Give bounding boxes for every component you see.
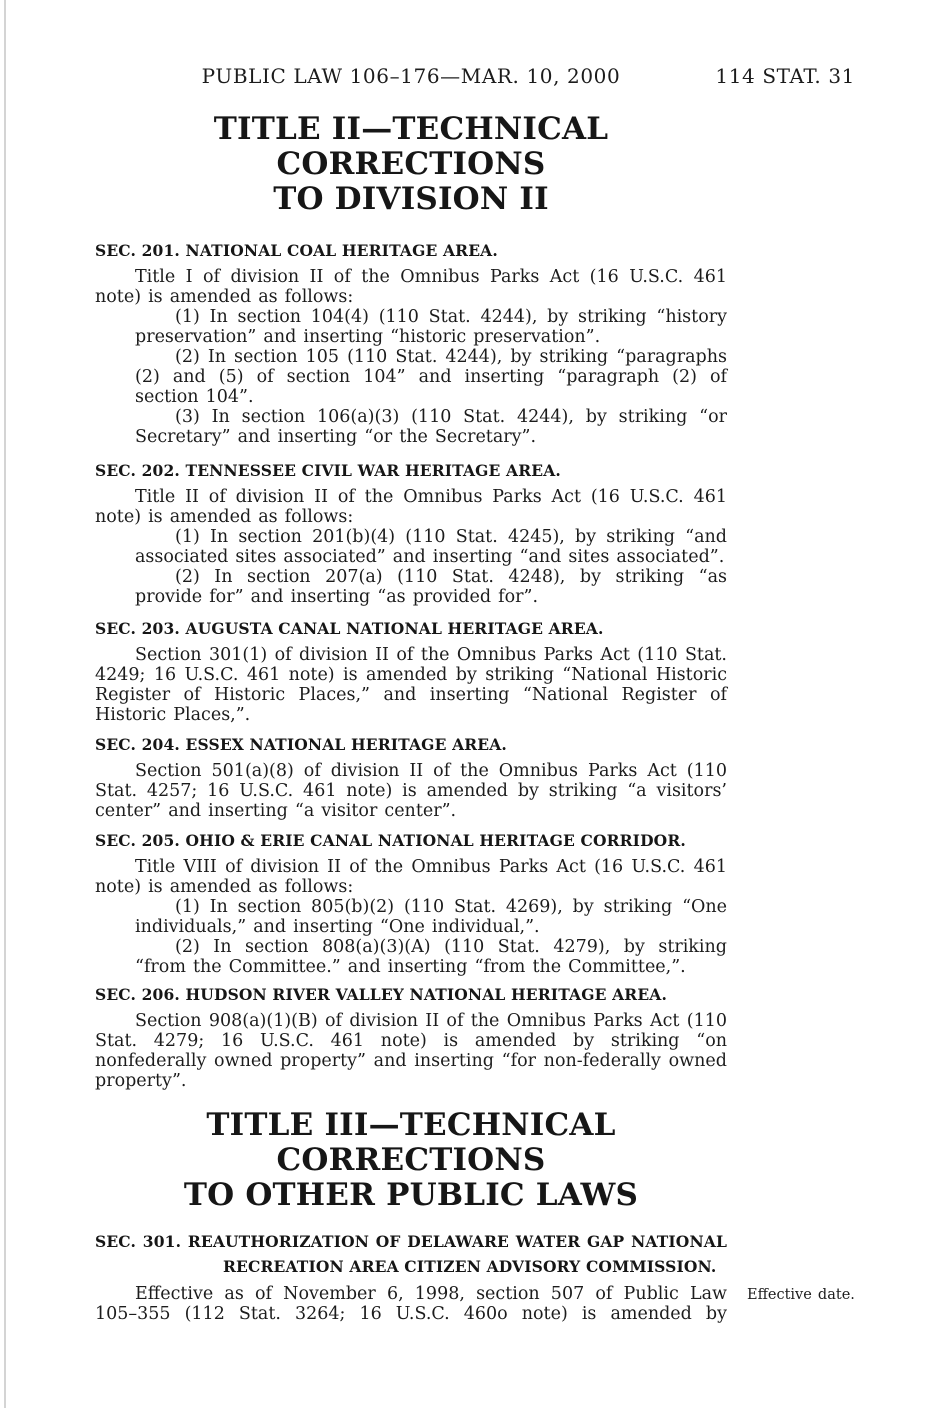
section-301 xyxy=(95,1229,855,1324)
statute-paragraph: Title II of division II of the Omnibus Parks Act (16 U.S.C. 461 note) is amended as follows: xyxy=(95,487,727,527)
scan-edge-line xyxy=(4,0,6,1408)
statute-paragraph-container xyxy=(95,1284,855,1324)
title-ii-line1: TITLE II—TECHNICAL CORRECTIONS xyxy=(213,111,609,182)
statute-paragraph: Section 501(a)(8) of division II of the Omnibus Parks Act (110 Stat. 4257; 16 U.S.C. 461 note) is amended by striking “a visitors’ center” and inserting “a visitor center”. xyxy=(95,761,727,821)
section-204 xyxy=(95,735,727,821)
statute-paragraph: Effective as of November 6, 1998, section 507 of Public Law 105–355 (112 Stat. 3264; 16 U.S.C. 460o note) is amended by xyxy=(95,1284,727,1324)
section-205 xyxy=(95,831,727,977)
section-201 xyxy=(95,241,727,447)
section-202 xyxy=(95,461,727,607)
section-heading: SEC. 206. HUDSON RIVER VALLEY NATIONAL HERITAGE AREA. xyxy=(95,985,668,1004)
title-iii-heading xyxy=(95,1108,727,1213)
amendment-item: (2) In section 207(a) (110 Stat. 4248), by striking “as provide for” and inserting “as provided for”. xyxy=(135,567,727,607)
title-ii-heading xyxy=(95,112,727,217)
statute-page-number: 114 STAT. 31 xyxy=(715,64,855,88)
statute-paragraph: Title I of division II of the Omnibus Parks Act (16 U.S.C. 461 note) is amended as follows: xyxy=(95,267,727,307)
statute-paragraph: Section 908(a)(1)(B) of division II of the Omnibus Parks Act (110 Stat. 4279; 16 U.S.C. 461 note) is amended by striking “on nonfederally owned property” and inserting “for non-federally owned property”. xyxy=(95,1011,727,1091)
title-iii-line1: TITLE III—TECHNICAL CORRECTIONS xyxy=(206,1107,616,1178)
amendment-item: (2) In section 808(a)(3)(A) (110 Stat. 4279), by striking “from the Committee.” and inserting “from the Committee,”. xyxy=(135,937,727,977)
section-heading: SEC. 203. AUGUSTA CANAL NATIONAL HERITAGE AREA. xyxy=(95,619,604,638)
section-203 xyxy=(95,619,727,725)
amendment-item: (2) In section 105 (110 Stat. 4244), by striking “paragraphs (2) and (5) of section 104” and inserting “paragraph (2) of section 104”. xyxy=(135,347,727,407)
public-law-header: PUBLIC LAW 106–176—MAR. 10, 2000 xyxy=(201,64,621,88)
amendment-item: (1) In section 805(b)(2) (110 Stat. 4269), by striking “One individuals,” and inserting “One individual,”. xyxy=(135,897,727,937)
statute-paragraph: Title VIII of division II of the Omnibus Parks Act (16 U.S.C. 461 note) is amended as follows: xyxy=(95,857,727,897)
section-206 xyxy=(95,985,727,1091)
amendment-item: (1) In section 201(b)(4) (110 Stat. 4245), by striking “and associated sites associated” and inserting “and sites associated”. xyxy=(135,527,727,567)
title-iii-line2: TO OTHER PUBLIC LAWS xyxy=(183,1177,639,1213)
amendment-item: (1) In section 104(4) (110 Stat. 4244), by striking “history preservation” and inserting “historic preservation”. xyxy=(135,307,727,347)
section-heading: SEC. 202. TENNESSEE CIVIL WAR HERITAGE AREA. xyxy=(95,461,561,480)
section-heading: SEC. 201. NATIONAL COAL HERITAGE AREA. xyxy=(95,241,498,260)
statute-paragraph: Section 301(1) of division II of the Omnibus Parks Act (110 Stat. 4249; 16 U.S.C. 461 note) is amended by striking “National Historic Register of Historic Places,” and inserting “National Register of Historic Places,”. xyxy=(95,645,727,725)
effective-date-margin-note: Effective date. xyxy=(747,1287,855,1303)
title-ii-line2: TO DIVISION II xyxy=(273,181,549,217)
amendment-item: (3) In section 106(a)(3) (110 Stat. 4244), by striking “or Secretary” and inserting “or the Secretary”. xyxy=(135,407,727,447)
section-heading: SEC. 205. OHIO & ERIE CANAL NATIONAL HERITAGE CORRIDOR. xyxy=(95,831,686,850)
section-heading-line2: RECREATION AREA CITIZEN ADVISORY COMMISSION. xyxy=(223,1257,717,1276)
section-heading-line1: SEC. 301. REAUTHORIZATION OF DELAWARE WATER GAP NATIONAL xyxy=(95,1232,727,1251)
section-heading: SEC. 204. ESSEX NATIONAL HERITAGE AREA. xyxy=(95,735,507,754)
